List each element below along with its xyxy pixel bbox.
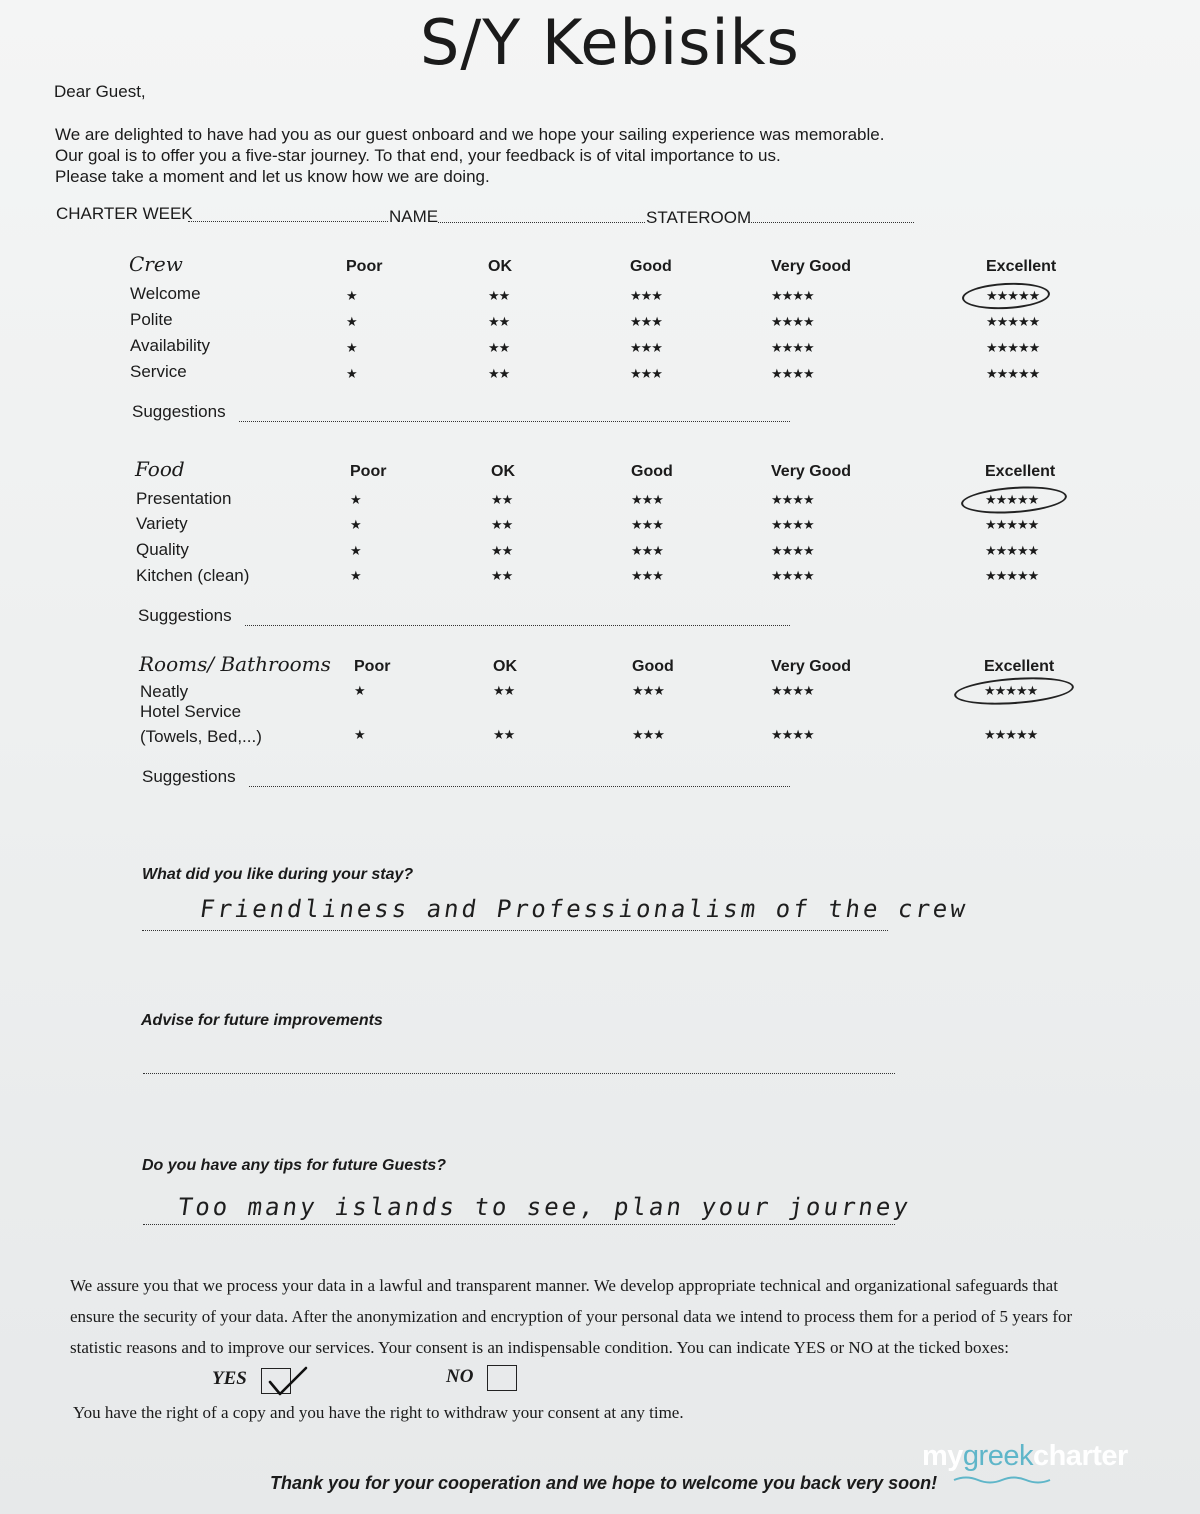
- advise-question: Advise for future improvements: [141, 1012, 383, 1029]
- liked-question: What did you like during your stay?: [142, 866, 414, 883]
- rating-item-label: Polite: [130, 310, 173, 329]
- rating-column-header: Excellent: [985, 463, 1056, 480]
- rating-stars-option[interactable]: ★★: [488, 288, 510, 303]
- rating-column-header: Good: [630, 258, 672, 275]
- rating-item-label: Quality: [136, 540, 189, 559]
- selected-rating-circle: [953, 674, 1075, 708]
- rating-stars-option[interactable]: ★★★: [631, 517, 663, 532]
- rating-stars-option[interactable]: ★★: [493, 727, 515, 742]
- suggestions-field[interactable]: [249, 786, 790, 787]
- rating-stars-option[interactable]: ★★★★: [771, 517, 814, 532]
- rating-stars-option[interactable]: ★★★: [632, 683, 664, 698]
- logo-wave-icon: [952, 1474, 1052, 1484]
- rating-stars-option[interactable]: ★★★★: [771, 543, 814, 558]
- rating-column-header: Poor: [354, 658, 391, 675]
- intro-line-3: Please take a moment and let us know how we are doing.: [55, 167, 490, 186]
- rating-column-header: Poor: [346, 258, 383, 275]
- rating-item-label: Variety: [136, 514, 188, 533]
- section-title: Food: [135, 457, 185, 481]
- name-label: NAME: [389, 207, 439, 226]
- suggestions-field[interactable]: [239, 421, 790, 422]
- tips-question: Do you have any tips for future Guests?: [142, 1157, 447, 1174]
- rating-column-header: Very Good: [771, 258, 852, 275]
- rating-stars-option[interactable]: ★★★★: [771, 683, 814, 698]
- rating-stars-option[interactable]: ★★★★: [771, 314, 814, 329]
- rating-stars-option[interactable]: ★★★: [632, 727, 664, 742]
- rating-stars-option[interactable]: ★: [346, 366, 357, 381]
- rating-stars-option[interactable]: ★★★: [630, 340, 662, 355]
- consent-line-2: ensure the security of your data. After the anonymization and encryption of your personal data we intend to process them for a period of 5 years for: [70, 1307, 1073, 1326]
- liked-answer-line[interactable]: [142, 930, 888, 931]
- suggestions-label: Suggestions: [138, 606, 232, 625]
- rating-stars-option[interactable]: ★★★★★: [985, 568, 1039, 583]
- rating-column-header: Very Good: [771, 658, 852, 675]
- no-label: NO: [446, 1366, 474, 1387]
- rating-stars-option[interactable]: ★★★★★: [984, 727, 1038, 742]
- rating-stars-option[interactable]: ★: [354, 683, 365, 698]
- name-field[interactable]: [438, 222, 645, 223]
- rating-stars-option[interactable]: ★★: [491, 517, 513, 532]
- rating-stars-option[interactable]: ★: [350, 517, 361, 532]
- rating-item-label: Hotel Service: [140, 702, 242, 721]
- section-title: Crew: [129, 252, 183, 276]
- thanks-text: Thank you for your cooperation and we hope to welcome you back very soon!: [270, 1473, 938, 1493]
- rating-stars-option[interactable]: ★★: [493, 683, 515, 698]
- rating-column-header: Good: [631, 463, 673, 480]
- no-checkbox[interactable]: [487, 1365, 517, 1391]
- rating-stars-option[interactable]: ★★★★: [771, 492, 814, 507]
- rating-item-label: Availability: [130, 336, 211, 355]
- rating-stars-option[interactable]: ★★★★★: [986, 314, 1040, 329]
- rating-column-header: Excellent: [984, 658, 1055, 675]
- rating-column-header: OK: [493, 658, 517, 675]
- rating-stars-option[interactable]: ★★★★: [771, 727, 814, 742]
- rating-stars-option[interactable]: ★★★★: [771, 288, 814, 303]
- tips-answer-line[interactable]: [143, 1224, 895, 1225]
- rating-stars-option[interactable]: ★★★★: [771, 568, 814, 583]
- rating-item-label: (Towels, Bed,...): [140, 727, 262, 746]
- greeting: Dear Guest,: [54, 82, 146, 101]
- charter-week-label: CHARTER WEEK: [56, 204, 193, 223]
- rating-stars-option[interactable]: ★★★: [630, 288, 662, 303]
- rating-item-label: Service: [130, 362, 187, 381]
- rating-item-label: Presentation: [136, 489, 232, 508]
- rating-column-header: Very Good: [771, 463, 852, 480]
- rating-stars-option[interactable]: ★: [346, 340, 357, 355]
- consent-line-3: statistic reasons and to improve our services. Your consent is an indispensable condition. You can indicate YES or NO at the ticked boxes:: [70, 1338, 1009, 1357]
- rating-item-label: Kitchen (clean): [136, 566, 250, 585]
- rating-stars-option[interactable]: ★★★: [630, 314, 662, 329]
- suggestions-field[interactable]: [245, 625, 790, 626]
- rating-item-label: Welcome: [130, 284, 201, 303]
- rating-stars-option[interactable]: ★★: [491, 568, 513, 583]
- rating-stars-option[interactable]: ★★★★★: [986, 288, 1040, 303]
- rating-stars-option[interactable]: ★★★: [630, 366, 662, 381]
- yacht-title: S/Y Kebisiks: [420, 6, 800, 79]
- rating-stars-option[interactable]: ★★: [488, 340, 510, 355]
- logo-prefix: my: [922, 1440, 963, 1472]
- rating-stars-option[interactable]: ★★: [488, 314, 510, 329]
- rating-column-header: OK: [491, 463, 515, 480]
- rating-stars-option[interactable]: ★★: [491, 492, 513, 507]
- rating-stars-option[interactable]: ★★★: [631, 543, 663, 558]
- rating-stars-option[interactable]: ★★★: [631, 568, 663, 583]
- logo-suffix: charter: [1032, 1440, 1128, 1472]
- rating-stars-option[interactable]: ★★★★: [771, 340, 814, 355]
- mygreekcharter-logo: [922, 1440, 1128, 1473]
- selected-rating-circle: [960, 483, 1068, 516]
- rating-stars-option[interactable]: ★: [350, 543, 361, 558]
- rating-stars-option[interactable]: ★: [354, 727, 365, 742]
- rating-stars-option[interactable]: ★: [350, 568, 361, 583]
- rating-column-header: Poor: [350, 463, 387, 480]
- stateroom-field[interactable]: [748, 222, 914, 223]
- rating-stars-option[interactable]: ★: [346, 314, 357, 329]
- rating-stars-option[interactable]: ★★★: [631, 492, 663, 507]
- rating-stars-option[interactable]: ★★★★★: [985, 492, 1039, 507]
- selected-rating-circle: [961, 281, 1050, 312]
- charter-week-field[interactable]: [188, 221, 388, 222]
- yes-label: YES: [212, 1368, 247, 1389]
- rating-stars-option[interactable]: ★★★★: [771, 366, 814, 381]
- rating-stars-option[interactable]: ★★★★★: [986, 340, 1040, 355]
- rights-text: You have the right of a copy and you have the right to withdraw your consent at any time.: [73, 1403, 684, 1422]
- rating-stars-option[interactable]: ★★★★★: [984, 683, 1038, 698]
- intro-line-2: Our goal is to offer you a five-star journey. To that end, your feedback is of vital importance to us.: [55, 146, 781, 165]
- tips-answer-handwriting: Too many islands to see, plan your journey: [176, 1193, 913, 1221]
- rating-column-header: Good: [632, 658, 674, 675]
- rating-stars-option[interactable]: ★★★★★: [985, 517, 1039, 532]
- rating-item-label: Neatly: [140, 682, 189, 701]
- intro-line-1: We are delighted to have had you as our guest onboard and we hope your sailing experience was memorable.: [55, 125, 885, 144]
- section-title: Rooms/ Bathrooms: [139, 652, 331, 676]
- stateroom-label: STATEROOM: [646, 208, 752, 227]
- suggestions-label: Suggestions: [132, 402, 226, 421]
- rating-stars-option[interactable]: ★★★★★: [986, 366, 1040, 381]
- suggestions-label: Suggestions: [142, 767, 236, 786]
- liked-answer-handwriting: Friendliness and Professionalism of the crew: [198, 895, 970, 923]
- advise-answer-line[interactable]: [143, 1073, 895, 1074]
- rating-stars-option[interactable]: ★★: [491, 543, 513, 558]
- checkmark-icon: [262, 1364, 310, 1398]
- logo-middle: greek: [962, 1440, 1033, 1472]
- rating-stars-option[interactable]: ★★★★★: [985, 543, 1039, 558]
- rating-stars-option[interactable]: ★: [346, 288, 357, 303]
- rating-stars-option[interactable]: ★: [350, 492, 361, 507]
- rating-stars-option[interactable]: ★★: [488, 366, 510, 381]
- consent-line-1: We assure you that we process your data in a lawful and transparent manner. We develop appropriate technical and organizational safeguards that: [70, 1276, 1058, 1295]
- rating-column-header: Excellent: [986, 258, 1057, 275]
- rating-column-header: OK: [488, 258, 512, 275]
